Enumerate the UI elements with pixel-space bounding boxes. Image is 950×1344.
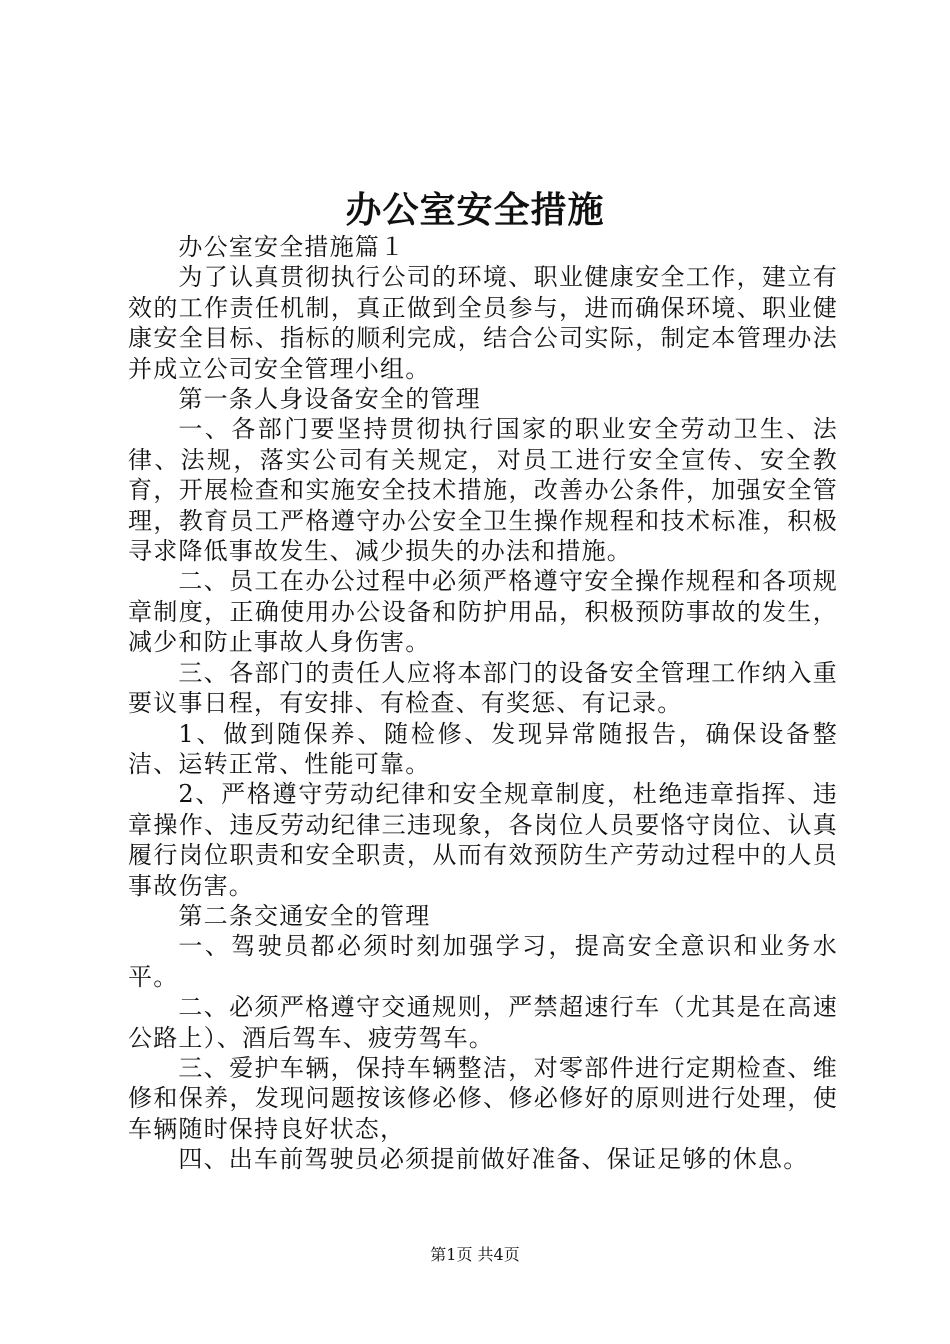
paragraph: 为了认真贯彻执行公司的环境、职业健康安全工作，建立有效的工作责任机制，真正做到全员参与，进而确保环境、职业健康安全目标、指标的顺利完成，结合公司实际，制定本管理办法并成立公司安全管理小组。 [128, 263, 838, 383]
paragraph: 1、做到随保养、随检修、发现异常随报告，确保设备整洁、运转正常、性能可靠。 [128, 719, 838, 778]
paragraph: 二、必须严格遵守交通规则，严禁超速行车（尤其是在高速公路上）、酒后驾车、疲劳驾车。 [128, 993, 838, 1052]
paragraph: 四、出车前驾驶员必须提前做好准备、保证足够的休息。 [178, 1145, 809, 1174]
page-footer: 第1页 共4页 [430, 1245, 520, 1264]
article-heading: 第二条交通安全的管理 [178, 901, 431, 930]
paragraph: 二、员工在办公过程中必须严格遵守安全操作规程和各项规章制度，正确使用办公设备和防护用品，积极预防事故的发生，减少和防止事故人身伤害。 [128, 567, 838, 657]
document-body [128, 232, 838, 1175]
section-heading: 办公室安全措施篇１ [178, 233, 406, 261]
paragraph: 一、驾驶员都必须时刻加强学习，提高安全意识和业务水平。 [128, 932, 838, 991]
paragraph: 2、严格遵守劳动纪律和安全规章制度，杜绝违章指挥、违章操作、违反劳动纪律三违现象，各岗位人员要恪守岗位、认真履行岗位职责和安全职责，从而有效预防生产劳动过程中的人员事故伤害。 [128, 780, 838, 900]
paragraph: 三、爱护车辆，保持车辆整洁，对零部件进行定期检查、维修和保养，发现问题按该修必修、修必修好的原则进行处理，使车辆随时保持良好状态， [128, 1053, 838, 1143]
article-heading: 第一条人身设备安全的管理 [178, 385, 481, 414]
paragraph: 三、各部门的责任人应将本部门的设备安全管理工作纳入重要议事日程，有安排、有检查、有奖惩、有记录。 [128, 658, 838, 718]
paragraph: 一、各部门要坚持贯彻执行国家的职业安全劳动卫生、法律、法规，落实公司有关规定，对员工进行安全宣传、安全教育，开展检查和实施安全技术措施，改善办公条件，加强安全管理，教育员工严格遵守办公安全卫生操作规程和技术标准，积极寻求降低事故发生、减少损失的办法和措施。 [128, 415, 838, 566]
document-title: 办公室安全措施 [345, 189, 605, 231]
